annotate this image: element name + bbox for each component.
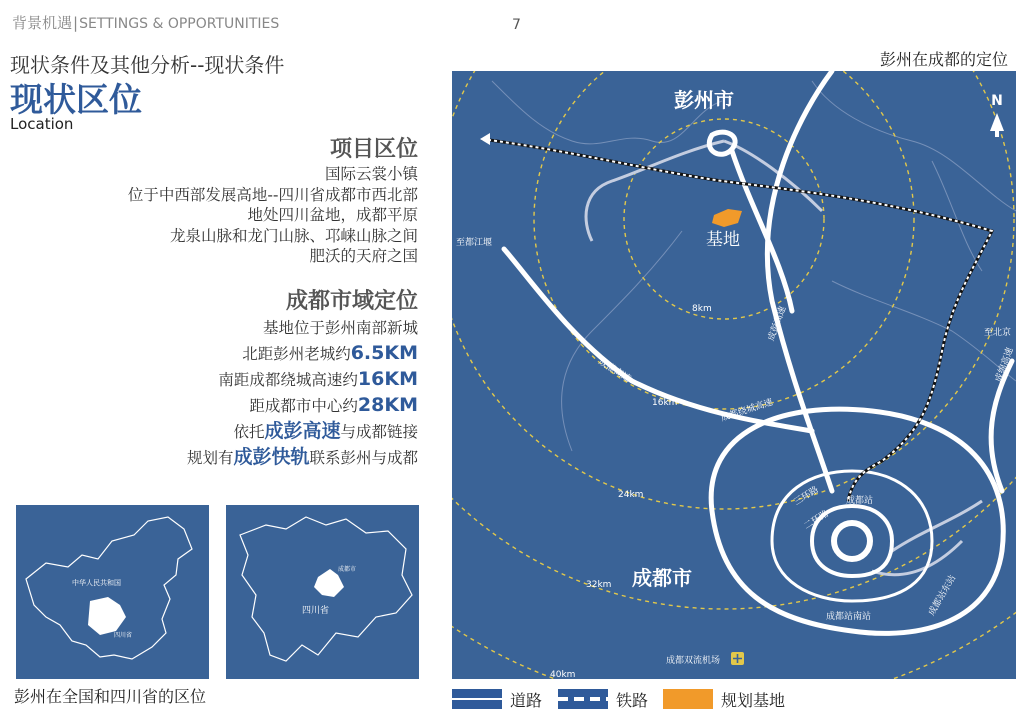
line-text: 联系彭州与成都 [309,449,418,467]
project-location-line: 位于中西部发展高地--四川省成都市西北部 [127,185,418,204]
pengzhou-label: 彭州市 [674,88,734,112]
first-ring [834,523,870,559]
ring-32km-label: 32km [586,580,612,590]
north-label: N [991,93,1003,109]
ring-24km-label: 24km [618,490,644,500]
highlight-value: 16KM [357,368,418,390]
line-text: 规划有 [186,449,234,467]
chengdu-position-line: 基地位于彭州南部新城 [262,319,418,337]
line-text: 南距成都绕城高速约 [218,371,358,389]
chengguan-highway-label: 成灌高速 [596,357,633,385]
ring-8km-label: 8km [692,304,712,314]
legend-road-label: 道路 [510,690,543,710]
china-map-graphic [16,505,209,679]
district-boundaries [492,81,1016,451]
project-location-line: 地处四川盆地，成都平原 [247,206,418,224]
chengdu-position-line [187,367,418,393]
header-section-title [12,12,279,33]
header-title-en: SETTINGS & OPPORTUNITIES [79,16,280,32]
page-title: 现状区位 [10,80,142,119]
base-label: 基地 [706,230,740,250]
chengdu-position-line [187,445,418,471]
plan-swatch-icon [663,689,713,709]
china-label: 中华人民共和国 [72,579,121,587]
legend-plan [663,686,785,712]
second-ring-label: 二环路 [802,509,831,532]
page-number: 7 [512,17,521,33]
project-location-line: 肥沃的天府之国 [309,247,418,265]
rail-arrow-icon [480,133,490,145]
line-text: 距成都市中心约 [249,397,358,415]
to-beijing-label: 至北京 [984,328,1012,338]
location-map [452,71,1016,679]
north-arrow-icon [990,113,1004,137]
chengdu-south-station-label: 成都站南站 [826,612,872,622]
location-map-graphic [452,71,1016,679]
chengdu-position-section [187,288,418,471]
raocheng-highway-label: 成都绕城高速 [719,397,775,424]
chengdu-ring-roads [711,409,1003,633]
airport-icon [731,652,744,665]
highlight-value: 成彭高速 [264,420,341,442]
map-caption: 彭州在成都的定位 [879,50,1008,69]
project-location-section [128,136,418,267]
chengdu-position-line [187,341,418,367]
highlight-value: 28KM [357,394,418,416]
china-map [16,505,209,679]
mini-maps-caption: 彭州在全国和四川省的区位 [14,687,207,706]
chengdu-east-station-label: 成都站东站 [927,573,959,618]
chengdu-position-line [187,393,418,419]
chengpeng-highway-label: 成彭高速 [766,305,789,343]
airport-label: 成都双流机场 [666,656,721,666]
railway [482,139,992,501]
chengdu-highlight [314,569,344,597]
header-separator: | [73,14,79,32]
sichuan-label-small: 四川省 [114,632,133,639]
line-text: 依托 [233,423,265,441]
legend-road [452,686,542,712]
page-title-en: Location [10,115,74,133]
sichuan-map-graphic [226,505,419,679]
to-dujiangyan-label: 至都江堰 [456,238,493,248]
highlight-value: 6.5KM [350,342,418,364]
secondary-roads [586,141,982,575]
road-swatch-icon [452,689,502,709]
sichuan-label: 四川省 [302,606,330,616]
sichuan-highlight [88,597,126,635]
legend-rail [558,686,648,712]
line-text: 北距彭州老城约 [242,345,351,363]
project-location-line: 龙泉山脉和龙门山脉、邛崃山脉之间 [169,226,418,245]
third-ring-label: 三环路 [792,485,821,508]
page-subtitle: 现状条件及其他分析--现状条件 [10,53,285,77]
header-title-cn: 背景机遇 [12,14,73,32]
line-text: 与成都链接 [340,423,418,441]
ring-16km-label: 16km [652,398,678,408]
base-site-marker [712,209,742,227]
sichuan-map [226,505,419,679]
project-location-line: 国际云裳小镇 [324,165,418,183]
project-location-heading: 项目区位 [329,137,418,162]
chengdu-station-label: 成都站 [846,496,874,506]
chengdu-label-small: 成都市 [338,566,357,573]
chengdu-position-heading: 成都市域定位 [285,289,418,314]
rail-swatch-icon [558,689,608,709]
ring-40km-label: 40km [550,670,576,679]
legend-rail-label: 铁路 [616,690,649,710]
chengdu-position-line [187,419,418,445]
legend-plan-label: 规划基地 [721,690,786,710]
chengmian-highway-label: 成绵高速 [993,346,1016,384]
china-outline [26,517,192,659]
highlight-value: 成彭快轨 [233,446,310,468]
chengdu-label: 成都市 [632,566,692,590]
